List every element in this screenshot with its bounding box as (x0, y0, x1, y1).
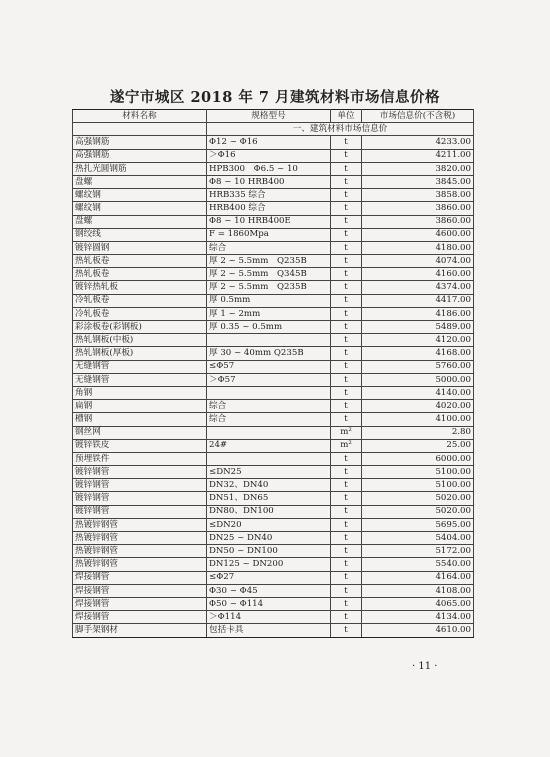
unit-cell: t (331, 228, 362, 241)
price-cell: 5404.00 (362, 532, 474, 545)
table-row (73, 373, 474, 386)
table-row (73, 215, 474, 228)
price-cell: 4160.00 (362, 268, 474, 281)
material-name-cell: 热镀锌钢管 (73, 518, 207, 531)
price-cell: 4233.00 (362, 136, 474, 149)
table-row (73, 321, 474, 334)
specification-cell: ＞Φ57 (207, 373, 331, 386)
column-header-market-price: 市场信息价(不含税) (362, 110, 474, 123)
specification-cell: 综合 (207, 413, 331, 426)
price-cell: 3858.00 (362, 189, 474, 202)
table-row (73, 347, 474, 360)
table-row (73, 189, 474, 202)
unit-cell: t (331, 334, 362, 347)
price-cell: 4065.00 (362, 597, 474, 610)
price-cell: 4164.00 (362, 571, 474, 584)
price-cell: 3860.00 (362, 202, 474, 215)
specification-cell: F = 1860Mpa (207, 228, 331, 241)
material-name-cell: 热镀锌钢管 (73, 532, 207, 545)
page-number: · 11 · (412, 661, 438, 672)
material-name-cell: 焊接钢管 (73, 584, 207, 597)
material-name-cell: 热镀锌钢管 (73, 545, 207, 558)
unit-cell: t (331, 545, 362, 558)
table-row (73, 162, 474, 175)
price-cell: 4020.00 (362, 400, 474, 413)
specification-cell: DN32、DN40 (207, 479, 331, 492)
price-cell: 4610.00 (362, 624, 474, 637)
material-name-cell: 热轧板卷 (73, 268, 207, 281)
specification-cell: ≤DN25 (207, 466, 331, 479)
price-cell: 4211.00 (362, 149, 474, 162)
table-row (73, 558, 474, 571)
material-name-cell: 焊接钢管 (73, 597, 207, 610)
price-cell: 4417.00 (362, 294, 474, 307)
table-row (73, 571, 474, 584)
material-name-cell: 无缝钢管 (73, 373, 207, 386)
unit-cell: t (331, 479, 362, 492)
price-cell: 4140.00 (362, 386, 474, 399)
column-header-specification: 规格型号 (207, 110, 331, 123)
column-header-unit: 单位 (331, 110, 362, 123)
table-row (73, 136, 474, 149)
table-row (73, 175, 474, 188)
price-cell: 5760.00 (362, 360, 474, 373)
table-row (73, 439, 474, 452)
material-name-cell: 高强钢筋 (73, 136, 207, 149)
specification-cell: DN50 ~ DN100 (207, 545, 331, 558)
specification-cell: Φ8 ~ 10 HRB400E (207, 215, 331, 228)
specification-cell: Φ8 ~ 10 HRB400 (207, 175, 331, 188)
price-cell: 4100.00 (362, 413, 474, 426)
unit-cell: t (331, 558, 362, 571)
section-row (73, 123, 474, 136)
material-name-cell: 钢绞线 (73, 228, 207, 241)
unit-cell: t (331, 189, 362, 202)
price-cell: 5489.00 (362, 321, 474, 334)
table-row (73, 268, 474, 281)
unit-cell: t (331, 571, 362, 584)
specification-cell: ＞Φ114 (207, 611, 331, 624)
unit-cell: m² (331, 439, 362, 452)
table-row (73, 532, 474, 545)
unit-cell: t (331, 584, 362, 597)
specification-cell: 厚 0.35 ~ 0.5mm (207, 321, 331, 334)
price-cell: 5695.00 (362, 518, 474, 531)
material-name-cell: 镀锌铁皮 (73, 439, 207, 452)
table-row (73, 452, 474, 465)
price-cell: 5172.00 (362, 545, 474, 558)
table-row (73, 545, 474, 558)
price-cell: 25.00 (362, 439, 474, 452)
unit-cell: t (331, 373, 362, 386)
price-cell: 5020.00 (362, 505, 474, 518)
specification-cell: DN125 ~ DN200 (207, 558, 331, 571)
price-table (72, 109, 474, 638)
price-cell: 4374.00 (362, 281, 474, 294)
price-cell: 4108.00 (362, 584, 474, 597)
table-row (73, 584, 474, 597)
price-cell: 5100.00 (362, 479, 474, 492)
table-header-row (73, 110, 474, 123)
material-name-cell: 热轧钢板(厚板) (73, 347, 207, 360)
table-row (73, 597, 474, 610)
specification-cell: HRB400 综合 (207, 202, 331, 215)
table-row (73, 413, 474, 426)
unit-cell: t (331, 386, 362, 399)
unit-cell: t (331, 492, 362, 505)
material-name-cell: 槽钢 (73, 413, 207, 426)
table-row (73, 360, 474, 373)
specification-cell: 厚 0.5mm (207, 294, 331, 307)
page-title: 遂宁市城区 2018 年 7 月建筑材料市场信息价格 (109, 89, 441, 106)
table-row (73, 466, 474, 479)
table-row (73, 492, 474, 505)
unit-cell: t (331, 136, 362, 149)
specification-cell (207, 334, 331, 347)
table-row (73, 518, 474, 531)
unit-cell: t (331, 505, 362, 518)
table-row (73, 149, 474, 162)
material-name-cell: 热轧钢板(中板) (73, 334, 207, 347)
table-row (73, 426, 474, 439)
material-name-cell: 热轧板卷 (73, 255, 207, 268)
material-name-cell: 热扎光圆钢筋 (73, 162, 207, 175)
unit-cell: t (331, 215, 362, 228)
price-cell: 4074.00 (362, 255, 474, 268)
section-title: 一、建筑材料市场信息价 (207, 123, 474, 136)
specification-cell: HPB300 Φ6.5 ~ 10 (207, 162, 331, 175)
unit-cell: t (331, 241, 362, 254)
material-name-cell: 无缝钢管 (73, 360, 207, 373)
material-name-cell: 角钢 (73, 386, 207, 399)
unit-cell: t (331, 532, 362, 545)
material-name-cell: 扁钢 (73, 400, 207, 413)
material-name-cell: 焊接钢管 (73, 611, 207, 624)
specification-cell (207, 386, 331, 399)
specification-cell (207, 452, 331, 465)
material-name-cell: 镀锌热轧板 (73, 281, 207, 294)
unit-cell: t (331, 255, 362, 268)
price-cell: 3845.00 (362, 175, 474, 188)
unit-cell: t (331, 597, 362, 610)
price-cell: 4134.00 (362, 611, 474, 624)
unit-cell: t (331, 307, 362, 320)
table-row (73, 334, 474, 347)
price-cell: 5540.00 (362, 558, 474, 571)
material-name-cell: 镀锌圆钢 (73, 241, 207, 254)
material-name-cell: 冷轧板卷 (73, 294, 207, 307)
table-row (73, 624, 474, 637)
price-cell: 3820.00 (362, 162, 474, 175)
unit-cell: t (331, 268, 362, 281)
price-cell: 4180.00 (362, 241, 474, 254)
unit-cell: t (331, 413, 362, 426)
price-cell: 4186.00 (362, 307, 474, 320)
specification-cell: ≤DN20 (207, 518, 331, 531)
specification-cell: 综合 (207, 400, 331, 413)
specification-cell: Φ12 ~ Φ16 (207, 136, 331, 149)
specification-cell: DN80、DN100 (207, 505, 331, 518)
table-row (73, 505, 474, 518)
material-name-cell: 镀锌钢管 (73, 479, 207, 492)
specification-cell (207, 426, 331, 439)
specification-cell: 厚 1 ~ 2mm (207, 307, 331, 320)
table-row (73, 479, 474, 492)
specification-cell: DN25 ~ DN40 (207, 532, 331, 545)
unit-cell: t (331, 347, 362, 360)
unit-cell: t (331, 321, 362, 334)
unit-cell: t (331, 611, 362, 624)
specification-cell: DN51、DN65 (207, 492, 331, 505)
table-body (73, 110, 474, 638)
specification-cell: 厚 2 ~ 5.5mm Q235B (207, 281, 331, 294)
price-cell: 6000.00 (362, 452, 474, 465)
table-row (73, 611, 474, 624)
material-name-cell: 钢丝网 (73, 426, 207, 439)
unit-cell: t (331, 518, 362, 531)
specification-cell: Φ50 ~ Φ114 (207, 597, 331, 610)
price-cell: 2.80 (362, 426, 474, 439)
price-cell: 4120.00 (362, 334, 474, 347)
specification-cell: 包括卡具 (207, 624, 331, 637)
unit-cell: t (331, 452, 362, 465)
section-spacer-cell (73, 123, 207, 136)
price-cell: 4168.00 (362, 347, 474, 360)
specification-cell: ＞Φ16 (207, 149, 331, 162)
specification-cell: 厚 30 ~ 40mm Q235B (207, 347, 331, 360)
material-name-cell: 镀锌钢管 (73, 466, 207, 479)
table-row (73, 281, 474, 294)
unit-cell: t (331, 162, 362, 175)
material-name-cell: 热镀锌钢管 (73, 558, 207, 571)
material-name-cell: 焊接钢管 (73, 571, 207, 584)
table-row (73, 400, 474, 413)
material-name-cell: 预埋铁件 (73, 452, 207, 465)
unit-cell: t (331, 294, 362, 307)
material-name-cell: 脚手架钢材 (73, 624, 207, 637)
specification-cell: 24# (207, 439, 331, 452)
specification-cell: 厚 2 ~ 5.5mm Q345B (207, 268, 331, 281)
specification-cell: 厚 2 ~ 5.5mm Q235B (207, 255, 331, 268)
material-name-cell: 彩涂板卷(彩钢板) (73, 321, 207, 334)
specification-cell: 综合 (207, 241, 331, 254)
material-name-cell: 镀锌钢管 (73, 505, 207, 518)
price-cell: 4600.00 (362, 228, 474, 241)
material-name-cell: 高强钢筋 (73, 149, 207, 162)
specification-cell: Φ30 ~ Φ45 (207, 584, 331, 597)
material-name-cell: 螺纹钢 (73, 202, 207, 215)
table-row (73, 294, 474, 307)
unit-cell: t (331, 175, 362, 188)
table-row (73, 307, 474, 320)
price-cell: 5020.00 (362, 492, 474, 505)
price-cell: 5000.00 (362, 373, 474, 386)
price-cell: 5100.00 (362, 466, 474, 479)
unit-cell: t (331, 149, 362, 162)
price-cell: 3860.00 (362, 215, 474, 228)
table-row (73, 255, 474, 268)
column-header-material-name: 材料名称 (73, 110, 207, 123)
unit-cell: t (331, 281, 362, 294)
unit-cell: t (331, 466, 362, 479)
specification-cell: ≤Φ27 (207, 571, 331, 584)
unit-cell: m² (331, 426, 362, 439)
material-name-cell: 盘螺 (73, 175, 207, 188)
material-name-cell: 冷轧板卷 (73, 307, 207, 320)
unit-cell: t (331, 202, 362, 215)
material-name-cell: 盘螺 (73, 215, 207, 228)
unit-cell: t (331, 400, 362, 413)
table-row (73, 386, 474, 399)
table-row (73, 228, 474, 241)
material-name-cell: 镀锌钢管 (73, 492, 207, 505)
material-name-cell: 螺纹钢 (73, 189, 207, 202)
unit-cell: t (331, 624, 362, 637)
table-row (73, 202, 474, 215)
specification-cell: ≤Φ57 (207, 360, 331, 373)
table-row (73, 241, 474, 254)
unit-cell: t (331, 360, 362, 373)
specification-cell: HRB335 综合 (207, 189, 331, 202)
